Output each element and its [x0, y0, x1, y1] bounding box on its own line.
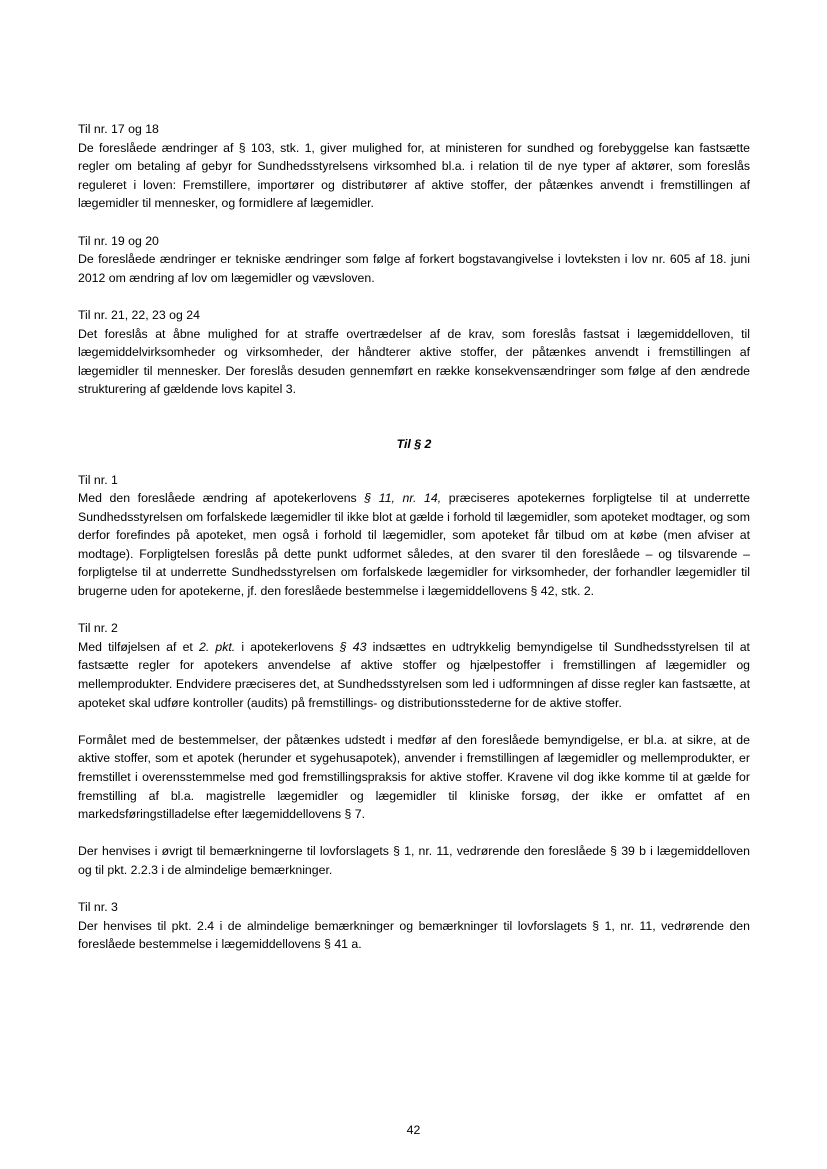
paragraph-text: indsættes en udtrykkelig bemyndigelse til Sundhedsstyrelsen til at fastsætte regler for apotekers anvendelse af aktive stoffer og hjælpestoffer i fremstillingen af lægemidler og mellemprodukter. Endvidere præciseres det, at Sundhedsstyrelsen som led i udformningen af disse regler kan fastsætte, at apoteket skal udføre kontroller (audits) på fremstillings- og distributionsstederne for de aktive stoffer. — [78, 639, 750, 710]
section-heading: Til nr. 17 og 18 — [78, 122, 159, 136]
section-nr-19-20 — [78, 232, 750, 288]
section-nr-3 — [78, 898, 750, 954]
paragraph-text: Med den foreslåede ændring af apotekerlovens — [78, 491, 365, 506]
section-heading: Til nr. 2 — [78, 621, 118, 636]
section-paragraph: Det foreslås at åbne mulighed for at straffe overtrædelser af de krav, som foreslås fastsat i lægemiddelloven, til lægemiddelvirksomheder og virksomheder, der håndterer aktive stoffer, der påtænkes anvendt i fremstillingen af lægemidler til mennesker. Der foreslås desuden gennemført en række konsekvensændringer som følge af den ændrede strukturering af gældende lovs kapitel 3. — [78, 326, 750, 397]
paragraph-text: i apotekerlovens — [235, 639, 340, 654]
section-title: Til § 2 — [396, 436, 432, 451]
paragraph-text: Med tilføjelsen af et — [78, 639, 199, 654]
section-paragraph: Der henvises i øvrigt til bemærkningerne til lovforslagets § 1, nr. 11, vedrørende den foreslåede § 39 b i lægemiddelloven og til pkt. 2.2.3 i de almindelige bemærkninger. — [78, 844, 750, 877]
section-heading: Til nr. 3 — [78, 900, 118, 915]
page-number: 42 — [406, 1123, 421, 1137]
law-reference: 2. pkt. — [198, 639, 236, 654]
section-nr-17-18 — [78, 120, 750, 213]
paragraph-text: præciseres apotekernes forpligtelse til at underrette Sundhedsstyrelsen om forfalskede lægemidler til ikke blot at gælde i forhold til lægemidler, som apoteket modtager, og som derfor forefindes på apoteket, men også i forhold til lægemidler, som apoteket får tilbud om at købe (men afviser at modtage). Forpligtelsen foreslås på dette punkt udformet således, at den svarer til den foreslåede – og tilsvarende – forpligtelse til at underrette Sundhedsstyrelsen om forfalskede lægemidler for virksomheder, der forhandler lægemidler til brugerne uden for apotekerne, jf. den foreslåede bestemmelse i lægemiddellovens § 42, stk. 2. — [78, 491, 750, 599]
section-paragraph: De foreslåede ændringer af § 103, stk. 1, giver mulighed for, at ministeren for sundhed og forebyggelse kan fastsætte regler om betaling af gebyr for Sundhedsstyrelsens virksomhed bl.a. i relation til de nye typer af aktører, som foreslås reguleret i loven: Fremstillere, importører og distributører af aktive stoffer, der påtænkes anvendt i fremstillingen af lægemidler til mennesker, og formidlere af lægemidler. — [78, 140, 750, 211]
section-paragraph: De foreslåede ændringer er tekniske ændringer som følge af forkert bogstavangivelse i lovteksten i lov nr. 605 af 18. juni 2012 om ændring af lov om lægemidler og vævsloven. — [78, 252, 750, 285]
section-references — [78, 842, 750, 879]
law-reference: § 11, nr. 14, — [364, 491, 442, 506]
section-paragraph — [78, 638, 750, 712]
law-reference: § 43 — [339, 639, 367, 654]
section-heading: Til nr. 19 og 20 — [78, 233, 159, 248]
section-nr-2 — [78, 619, 750, 712]
section-paragraph: Formålet med de bestemmelser, der påtænkes udstedt i medfør af den foreslåede bemyndigelse, er bl.a. at sikre, at de aktive stoffer, som et apotek (herunder et sygehusapotek), anvender i fremstillingen af lægemidler og mellemprodukter, er fremstillet i overensstemmelse med god fremstillingspraksis for aktive stoffer. Kravene vil dog ikke komme til at gælde for fremstilling af bl.a. magistrelle lægemidler og lægemidler til kliniske forsøg, der ikke er omfattet af en markedsføringstilladelse efter lægemiddellovens § 7. — [78, 732, 750, 822]
section-heading: Til nr. 21, 22, 23 og 24 — [78, 307, 200, 322]
section-heading: Til nr. 1 — [78, 472, 118, 487]
section-purpose — [78, 731, 750, 824]
section-nr-21-24 — [78, 306, 750, 399]
section-nr-1 — [78, 471, 750, 601]
document-body — [78, 120, 750, 973]
section-paragraph: Der henvises til pkt. 2.4 i de almindelige bemærkninger og bemærkninger til lovforslagets § 1, nr. 11, vedrørende den foreslåede bestemmelse i lægemiddellovens § 41 a. — [78, 918, 750, 952]
section-paragraph — [78, 489, 750, 601]
